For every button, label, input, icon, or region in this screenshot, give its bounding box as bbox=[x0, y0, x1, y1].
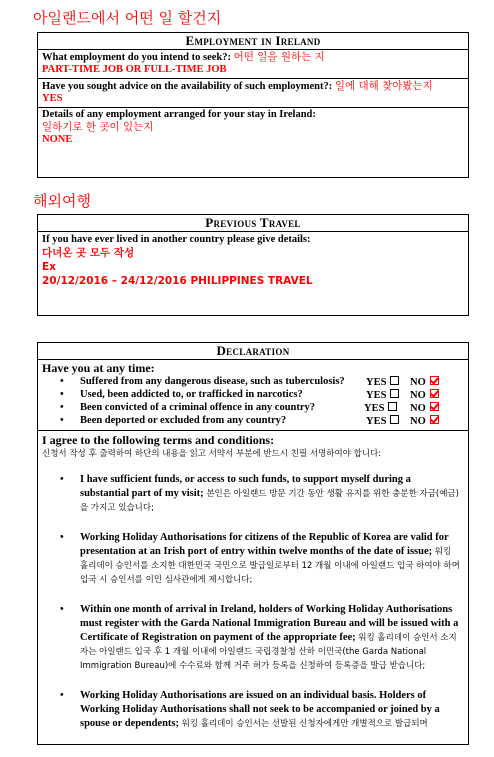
question-text: Been convicted of a criminal offence in any country? bbox=[80, 402, 316, 413]
travel-title: Previous Travel bbox=[38, 215, 468, 232]
travel-example-label: Ex bbox=[42, 261, 56, 273]
employment-heading: 아일랜드에서 어떤 일 할건지 bbox=[33, 9, 222, 27]
terms-intro: 신청서 작성 후 출력하여 하단의 내용을 읽고 서약서 부분에 반드시 친필 서명하여야 합니다: bbox=[42, 449, 382, 459]
terms-heading: I agree to the following terms and conditions: bbox=[42, 433, 275, 447]
question-label: Have you sought advice on the availability of such employment?: bbox=[42, 81, 333, 92]
declaration-question-row bbox=[38, 389, 468, 402]
question-text: Been deported or excluded from any country? bbox=[80, 415, 287, 426]
term-korean: 워킹 홀리데이 승인서를 소지한 대한민국 국민으로 발급일로부터 12 개월 이내에 아일랜드 입국 하여야 하며 입국 시 승인서를 이민 심사관에게 제시합니다; bbox=[80, 547, 460, 585]
employment-box bbox=[37, 32, 469, 178]
travel-box bbox=[37, 214, 469, 316]
declaration-title: Declaration bbox=[38, 343, 468, 360]
question-note: 일에 대해 찾아봤는지 bbox=[334, 80, 433, 92]
no-option[interactable]: NO bbox=[410, 376, 439, 388]
question-text: Suffered from any dangerous disease, such as tuberculosis? bbox=[80, 376, 345, 387]
bullet-icon: • bbox=[60, 376, 64, 387]
checkbox-checked-icon[interactable] bbox=[430, 389, 439, 398]
no-option[interactable]: NO bbox=[410, 402, 439, 414]
term-english: Working Holiday Authorisations for citizens of the Republic of Korea are valid for presentation at an Irish port of entry within twelve months of the date of issue; bbox=[80, 532, 449, 557]
term-korean: 워킹 홀리데이 승인서 소지자는 아일랜드 입국 후 1 개월 이내에 아일랜드 국립경찰청 산하 이민국(the Garda National Immigration Bureau)에 수수료와 함께 거주 허가 등록을 신청하여 등록증을 발급 받습니다; bbox=[80, 633, 457, 671]
declaration-subtitle: Have you at any time: bbox=[42, 361, 155, 375]
checkbox-empty-icon[interactable] bbox=[390, 376, 399, 385]
no-option[interactable]: NO bbox=[410, 389, 439, 401]
yes-option[interactable]: YES bbox=[366, 389, 399, 401]
employment-question-2 bbox=[38, 79, 468, 108]
yes-option[interactable]: YES bbox=[366, 415, 399, 427]
bullet-icon: • bbox=[60, 604, 64, 615]
bullet-icon: • bbox=[60, 415, 64, 426]
question-note: 어떤 일을 원하는 지 bbox=[233, 51, 325, 63]
travel-content bbox=[38, 232, 468, 290]
employment-title: Employment in Ireland bbox=[38, 33, 468, 50]
bullet-icon: • bbox=[60, 389, 64, 400]
declaration-question-row bbox=[38, 415, 468, 428]
question-label: Details of any employment arranged for your stay in Ireland: bbox=[42, 109, 316, 120]
term-korean: 워킹 홀리데이 승인서는 선발된 신청자에게만 개별적으로 발급되며 bbox=[181, 719, 428, 729]
employment-question-1 bbox=[38, 50, 468, 79]
no-option[interactable]: NO bbox=[410, 415, 439, 427]
checkbox-checked-icon[interactable] bbox=[430, 402, 439, 411]
checkbox-checked-icon[interactable] bbox=[430, 376, 439, 385]
question-note: 일하기로 한 곳이 있는지 bbox=[42, 121, 154, 133]
travel-question: If you have ever lived in another country please give details: bbox=[42, 234, 311, 245]
term-english: Within one month of arrival in Ireland, holders of Working Holiday Authorisations must register with the Garda National Immigration Bureau and will be issued with a Certificate of Registration on payment of the appropriate fee; bbox=[80, 604, 459, 643]
yes-option[interactable]: YES bbox=[366, 376, 399, 388]
term-english: Working Holiday Authorisations are issued on an individual basis. Holders of Working Holiday Authorisations shall not seek to be accompanied or joined by a spouse or dependents; bbox=[80, 690, 440, 729]
declaration-box bbox=[37, 342, 469, 745]
bullet-icon: • bbox=[60, 474, 64, 485]
term-item bbox=[38, 689, 468, 731]
employment-question-3 bbox=[38, 108, 468, 184]
bullet-icon: • bbox=[60, 690, 64, 701]
checkbox-empty-icon[interactable] bbox=[388, 402, 397, 411]
checkbox-empty-icon[interactable] bbox=[390, 389, 399, 398]
travel-note: 다녀온 곳 모두 작성 bbox=[42, 247, 135, 259]
bullet-icon: • bbox=[60, 532, 64, 543]
travel-entry: 20/12/2016 – 24/12/2016 PHILIPPINES TRAVEL bbox=[42, 275, 313, 287]
question-label: What employment do you intend to seek?: bbox=[42, 52, 232, 63]
answer-value: NONE bbox=[42, 134, 73, 145]
question-text: Used, been addicted to, or trafficked in narcotics? bbox=[80, 389, 303, 400]
answer-value: PART-TIME JOB OR FULL-TIME JOB bbox=[42, 64, 227, 75]
term-item bbox=[38, 603, 468, 673]
declaration-question-row bbox=[38, 376, 468, 389]
checkbox-checked-icon[interactable] bbox=[430, 415, 439, 424]
declaration-question-row bbox=[38, 402, 468, 415]
yes-option[interactable]: YES bbox=[364, 402, 397, 414]
term-item bbox=[38, 473, 468, 515]
declaration-questions bbox=[38, 360, 468, 431]
checkbox-empty-icon[interactable] bbox=[390, 415, 399, 424]
answer-value: YES bbox=[42, 93, 63, 104]
term-item bbox=[38, 531, 468, 587]
travel-heading: 해외여행 bbox=[33, 192, 91, 210]
term-korean: 본인은 아일랜드 방문 기간 동안 생활 유지를 위한 충분한 자금(예금)을 가지고 있습니다; bbox=[80, 489, 459, 513]
term-english: I have sufficient funds, or access to such funds, to support myself during a substantial part of my visit; bbox=[80, 474, 411, 499]
bullet-icon: • bbox=[60, 402, 64, 413]
